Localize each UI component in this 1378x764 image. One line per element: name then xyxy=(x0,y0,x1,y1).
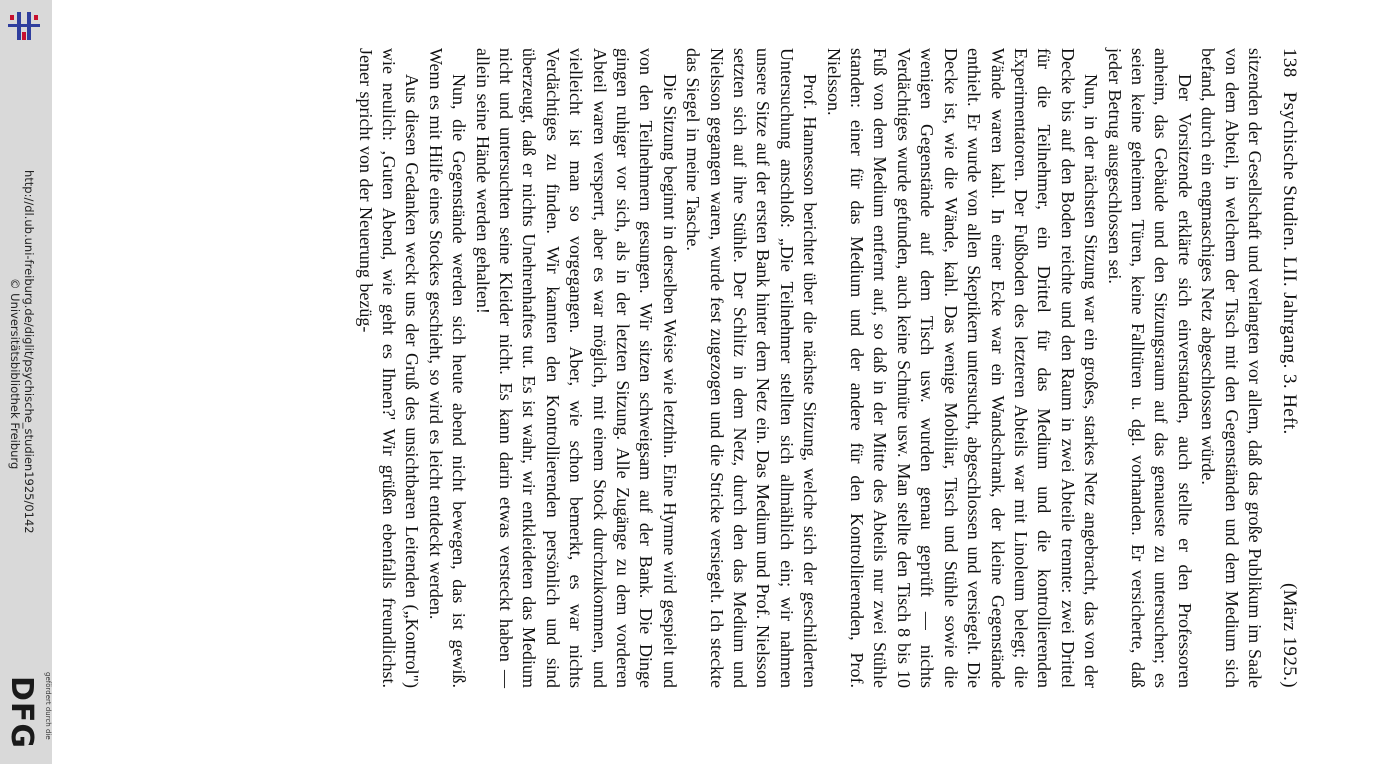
paragraph: Aus diesen Gedanken weckt uns der Gruß des unsichtbaren Leitenden („Kontrol") wie neulich: ‚Guten Abend, wie geht es Ihnen?' Wir grüßen ebenfalls freundlichst. Jener spricht von der Neuerung bezüg- xyxy=(355,48,423,688)
paragraph: sitzenden der Gesellschaft und verlangten vor allem, daß das große Publikum im Saale von dem Abteil, in welchem der Tisch mit den Gegenständen und dem Medium sich befand, durch ein engmaschiges Netz abgeschlossen würde. xyxy=(1198,48,1265,688)
paragraph: Die Sitzung beginnt in derselben Weise wie letzthin. Eine Hymne wird gespielt und von den Teilnehmern gesungen. Wir sitzen schweigsam auf der Bank. Die Dinge gingen ruhiger vor sich, als in der letzten Sitzung. Alle Zugänge zu dem vorderen Abteil waren versperrt, aber es war möglich, mit einem Stock durchzukommen, und vielleicht ist man so vorgegangen. Aber, wie schon bemerkt, es war nichts Verdächtiges zu finden. Wir kannten den Kontrollierenden persönlich und sind überzeugt, daß er nichts Unehrenhaftes tut. Es ist wahr, wir entkleideten das Medium nicht und untersuchten seine Kleider nicht. Es kann darin etwas versteckt haben — allein seine Hände werden gehalten! xyxy=(472,48,680,688)
page-number: 138 xyxy=(1279,48,1300,78)
scanned-page xyxy=(60,0,1378,764)
running-title: Psychische Studien. LII. Jahrgang. 3. Heft. xyxy=(1279,91,1300,435)
funded-by-label: gefördert durch die xyxy=(44,672,52,740)
issue-date: (März 1925.) xyxy=(1279,582,1300,688)
document-url[interactable]: http://dl.ub.uni-freiburg.de/diglit/psychische_studien1925/0142 xyxy=(22,170,36,534)
paragraph: Nun, die Gegenstände werden sich heute abend nicht bewegen, das ist gewiß. Wenn es mit Hilfe eines Stockes geschieht, so wird es leicht entdeckt werden. xyxy=(425,48,470,688)
paragraph: Prof. Hannesson berichtet über die nächste Sitzung, welche sich der geschilderten Untersuchung anschloß: „Die Teilnehmer stellten sich allmählich ein; wir nahmen unsere Sitze auf der ersten Bank hinter dem Netz ein. Das Medium und Prof. Nielsson setzten sich auf ihre Stühle. Der Schlitz in dem Netz, durch den das Medium und Nielsson gegangen waren, wurde fest zugezogen und die Stricke versiegelt. Ich steckte das Siegel in meine Tasche. xyxy=(683,48,821,688)
rotated-page-content xyxy=(100,48,1300,688)
page-header xyxy=(1278,48,1300,688)
dfg-logo-icon: DFG xyxy=(4,676,39,750)
paragraph: Der Vorsitzende erklärte sich einverstanden, auch stellte er den Professoren anheim, das Gebäude und den Sitzungsraum auf das genaueste zu untersuchen; es seien keine geheimen Türen, keine Falltüren u. dgl. vorhanden. Er versicherte, daß jeder Betrug ausgeschlossen sei. xyxy=(1104,48,1195,688)
viewer-sidebar xyxy=(0,0,52,764)
paragraph: Nun, in der nächsten Sitzung war ein großes, starkes Netz angebracht, das von der Decke bis auf den Boden reichte und den Raum in zwei Abteile trennte: zwei Drittel für die Teilnehmer, ein Drittel für das Medium und die kontrollierenden Experimentatoren. Der Fußboden des letzteren Abteils war mit Linoleum belegt; die Wände waren kahl. In einer Ecke war ein Wandschrank, der kleine Gegenstände enthielt. Er wurde von allen Skeptikern untersucht, abgeschlossen und versiegelt. Die Decke ist, wie die Wände, kahl. Das wenige Mobiliar, Tisch und Stühle sowie die wenigen Gegenstände auf dem Tisch usw. wurden genau geprüft — nichts Verdächtiges wurde gefunden, auch keine Schnüre usw. Man stellte den Tisch 8 bis 10 Fuß von dem Medium entfernt auf, so daß in der Mitte des Abteils nur zwei Stühle standen: einer für das Medium und der andere für den Kontrollierenden, Prof. Nielsson. xyxy=(823,48,1102,688)
copyright-notice: © Universitätsbibliothek Freiburg xyxy=(8,278,22,470)
university-logo-icon xyxy=(4,6,44,46)
